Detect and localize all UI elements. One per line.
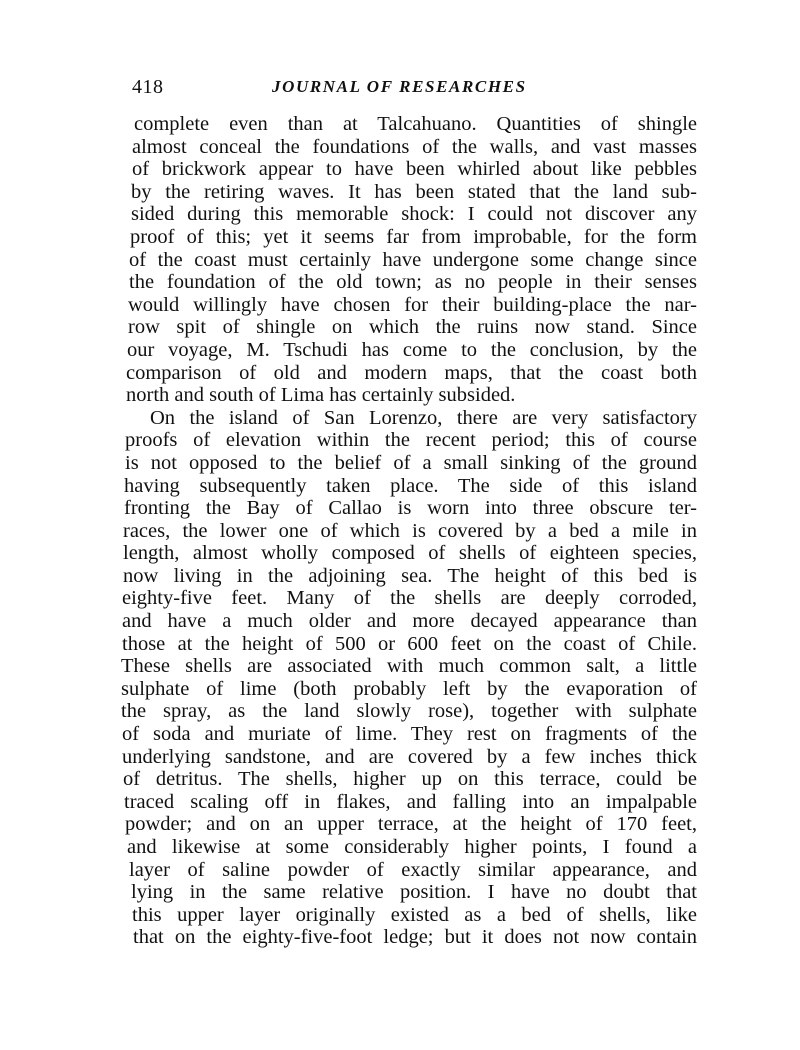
text-line: having subsequently taken place. The side of this island [124,474,697,497]
text-line: would willingly have chosen for their building-place the nar- [128,293,697,316]
text-line: now living in the adjoining sea. The height of this bed is [123,564,697,587]
text-line: our voyage, M. Tschudi has come to the conclusion, by the [127,338,697,361]
text-line: of detritus. The shells, higher up on this terrace, could be [123,768,697,791]
text-line: traced scaling off in flakes, and falling into an impalpable [124,790,697,813]
body-text [117,113,697,949]
text-line: eighty-five feet. Many of the shells are deeply corroded, [122,587,697,610]
text-line: powder; and on an upper terrace, at the height of 170 feet, [125,813,697,836]
running-title: JOURNAL OF RESEARCHES [272,77,527,96]
running-head [132,76,692,102]
text-line: of brickwork appear to have been whirled about like pebbles [132,158,697,181]
text-line: the foundation of the old town; as no people in their senses [129,271,697,294]
text-line: almost conceal the foundations of the walls, and vast masses [132,135,697,158]
text-line: of the coast must certainly have undergone some change since [129,248,697,271]
paragraph-2 [117,407,697,949]
paragraph-1 [117,113,697,407]
text-line: of soda and muriate of lime. They rest on fragments of the [122,723,697,746]
text-line: north and south of Lima has certainly subsided. [126,384,516,407]
text-line: races, the lower one of which is covered by a bed a mile in [123,519,697,542]
text-line: underlying sandstone, and are covered by a few inches thick [122,745,697,768]
text-line: this upper layer originally existed as a bed of shells, like [132,903,697,926]
text-line: These shells are associated with much common salt, a little [121,655,697,678]
text-line: by the retiring waves. It has been stated that the land sub- [131,180,697,203]
text-line: proofs of elevation within the recent period; this of course [125,429,697,452]
text-line: and likewise at some considerably higher points, I found a [127,836,697,858]
text-line: proof of this; yet it seems far from improbable, for the form [130,225,697,248]
text-line: and have a much older and more decayed appearance than [122,610,697,633]
text-line: complete even than at Talcahuano. Quantities of shingle [134,113,697,135]
text-line: On the island of San Lorenzo, there are very satisfactory [150,406,697,429]
text-line: sided during this memorable shock: I could not discover any [131,203,697,226]
page-number: 418 [132,76,164,98]
text-line: the spray, as the land slowly rose), together with sulphate [121,700,697,723]
text-line: lying in the same relative position. I have no doubt that [131,881,697,904]
text-line: comparison of old and modern maps, that the coast both [126,361,697,384]
text-line: that on the eighty-five-foot ledge; but it does not now contain [133,926,697,949]
text-line: sulphate of lime (both probably left by the evaporation of [121,677,697,700]
text-line: is not opposed to the belief of a small sinking of the ground [125,451,697,474]
text-line: length, almost wholly composed of shells of eighteen species, [123,542,697,565]
text-line: those at the height of 500 or 600 feet on the coast of Chile. [122,632,697,655]
text-line: layer of saline powder of exactly similar appearance, and [129,858,697,881]
text-line: fronting the Bay of Callao is worn into three obscure ter- [124,497,697,520]
text-line: row spit of shingle on which the ruins now stand. Since [128,316,697,339]
